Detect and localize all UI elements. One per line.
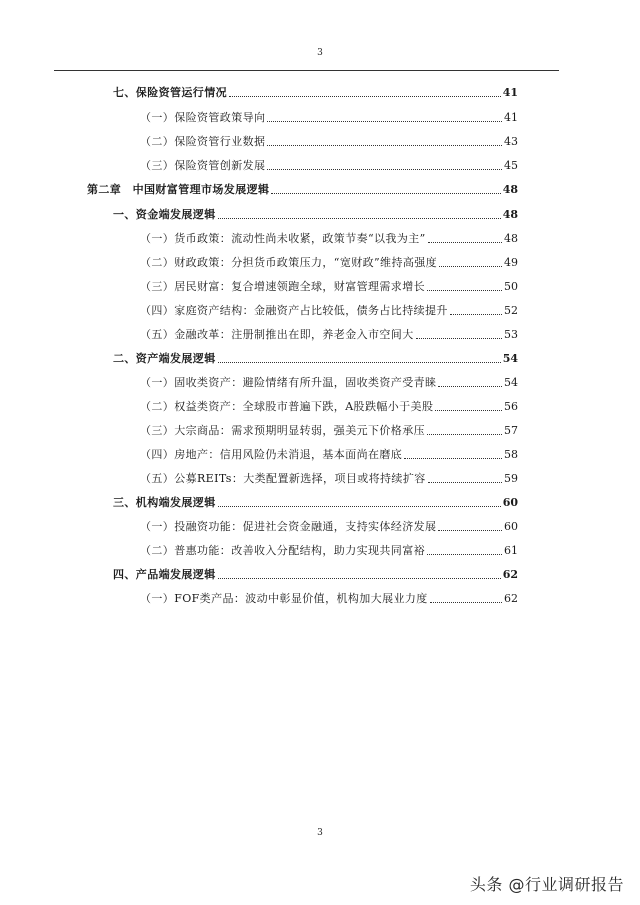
toc-entry-label: （一）投融资功能：促进社会资金融通，支持实体经济发展 <box>140 520 437 533</box>
toc-entry[interactable] <box>140 418 518 438</box>
toc-entry-chapter-2[interactable] <box>87 177 518 197</box>
toc-entry-label: 二、资产端发展逻辑 <box>113 352 216 365</box>
toc-entry-page: 43 <box>504 135 518 148</box>
toc-entry-page: 57 <box>504 424 518 437</box>
toc-leader-dots <box>438 530 502 531</box>
toc-leader-dots <box>271 193 500 194</box>
toc-entry-label: 四、产品端发展逻辑 <box>113 568 216 581</box>
toc-leader-dots <box>438 386 502 387</box>
toc-entry-page: 59 <box>504 472 518 485</box>
footer-page-number: 3 <box>317 828 323 838</box>
toc-leader-dots <box>430 602 502 603</box>
toc-leader-dots <box>218 218 501 219</box>
toc-entry-label: （三）保险资管创新发展 <box>140 159 266 172</box>
toc-entry-section-4[interactable] <box>113 562 518 582</box>
toc-entry-page: 45 <box>504 159 518 172</box>
toc-leader-dots <box>229 96 501 97</box>
toc-entry[interactable] <box>140 226 518 246</box>
toc-entry-label: （四）家庭资产结构：金融资产占比较低，债务占比持续提升 <box>140 304 448 317</box>
toc-entry[interactable] <box>140 466 518 486</box>
toc-leader-dots <box>450 314 502 315</box>
toc-entry-label: 一、资金端发展逻辑 <box>113 208 216 221</box>
toc-leader-dots <box>218 506 501 507</box>
toc-entry-page: 41 <box>502 86 518 99</box>
toc-entry-page: 41 <box>504 111 518 124</box>
toc-entry-section-7[interactable] <box>113 80 518 100</box>
toc-entry-page: 62 <box>502 568 518 581</box>
toc-leader-dots <box>428 242 502 243</box>
toc-entry-label: （一）固收类资产：避险情绪有所升温，固收类资产受青睐 <box>140 376 437 389</box>
toc-leader-dots <box>427 554 502 555</box>
toc-leader-dots <box>427 434 502 435</box>
toc-entry-label: （五）金融改革：注册制推出在即，养老金入市空间大 <box>140 328 414 341</box>
toc-entry-section-3[interactable] <box>113 490 518 510</box>
toc-entry-section-2[interactable] <box>113 346 518 366</box>
toc-entry-page: 48 <box>504 232 518 245</box>
toc-leader-dots <box>435 410 502 411</box>
toc-entry[interactable] <box>140 370 518 390</box>
toc-entry-page: 62 <box>504 592 518 605</box>
toc-entry-label: （三）大宗商品：需求预期明显转弱，强美元下价格承压 <box>140 424 425 437</box>
toc-leader-dots <box>427 290 502 291</box>
toc-entry-page: 54 <box>504 376 518 389</box>
toc-entry[interactable] <box>140 442 518 462</box>
header-rule <box>54 70 559 71</box>
toc-entry-page: 60 <box>502 496 518 509</box>
toc-entry-label: （一）保险资管政策导向 <box>140 111 266 124</box>
toc-entry[interactable] <box>140 153 518 173</box>
toc-entry-label: 七、保险资管运行情况 <box>113 86 227 99</box>
toc-entry-label: （三）居民财富：复合增速领跑全球，财富管理需求增长 <box>140 280 425 293</box>
toc-entry[interactable] <box>140 250 518 270</box>
toc-entry[interactable] <box>140 322 518 342</box>
toc-entry-label: （一）货币政策：流动性尚未收紧，政策节奏“以我为主” <box>140 232 426 245</box>
toc-entry[interactable] <box>140 394 518 414</box>
toc-entry[interactable] <box>140 129 518 149</box>
toc-entry-label: （二）财政政策：分担货币政策压力，“宽财政”维持高强度 <box>140 256 438 269</box>
toc-entry-label: （二）保险资管行业数据 <box>140 135 266 148</box>
toc-entry-page: 61 <box>504 544 518 557</box>
toc-leader-dots <box>428 482 502 483</box>
toc-leader-dots <box>267 121 502 122</box>
toc-entry[interactable] <box>140 274 518 294</box>
toc-leader-dots <box>439 266 502 267</box>
toc-entry-page: 56 <box>504 400 518 413</box>
toc-entry[interactable] <box>140 298 518 318</box>
watermark: 头条 @行业调研报告 <box>469 875 624 894</box>
toc-entry-page: 58 <box>504 448 518 461</box>
toc-leader-dots <box>404 458 502 459</box>
toc-entry[interactable] <box>140 538 518 558</box>
toc-entry[interactable] <box>140 105 518 125</box>
toc-entry-label: 三、机构端发展逻辑 <box>113 496 216 509</box>
toc-entry-label: （二）普惠功能：改善收入分配结构，助力实现共同富裕 <box>140 544 425 557</box>
toc-entry-label: （二）权益类资产：全球股市普遍下跌，A股跌幅小于美股 <box>140 400 434 413</box>
toc-entry-page: 49 <box>504 256 518 269</box>
toc-entry-label: （五）公募REITs：大类配置新选择，项目或将持续扩容 <box>140 472 426 485</box>
toc-entry-page: 48 <box>502 208 518 221</box>
toc-entry-page: 52 <box>504 304 518 317</box>
header-page-number: 3 <box>317 48 323 58</box>
toc-leader-dots <box>218 362 501 363</box>
toc-leader-dots <box>267 145 502 146</box>
toc-entry[interactable] <box>140 514 518 534</box>
toc-entry-page: 54 <box>502 352 518 365</box>
toc-entry-page: 53 <box>504 328 518 341</box>
toc-entry-label: （一）FOF类产品：波动中彰显价值，机构加大展业力度 <box>140 592 428 605</box>
toc-entry-page: 48 <box>502 183 518 196</box>
toc-entry-page: 60 <box>504 520 518 533</box>
toc-leader-dots <box>218 578 501 579</box>
toc-leader-dots <box>416 338 502 339</box>
toc-entry-page: 50 <box>504 280 518 293</box>
toc-entry-label: （四）房地产：信用风险仍未消退，基本面尚在磨底 <box>140 448 403 461</box>
toc-entry-label: 第二章 中国财富管理市场发展逻辑 <box>87 183 270 196</box>
toc-entry[interactable] <box>140 586 518 606</box>
toc-leader-dots <box>267 169 502 170</box>
toc-entry-section-1[interactable] <box>113 202 518 222</box>
